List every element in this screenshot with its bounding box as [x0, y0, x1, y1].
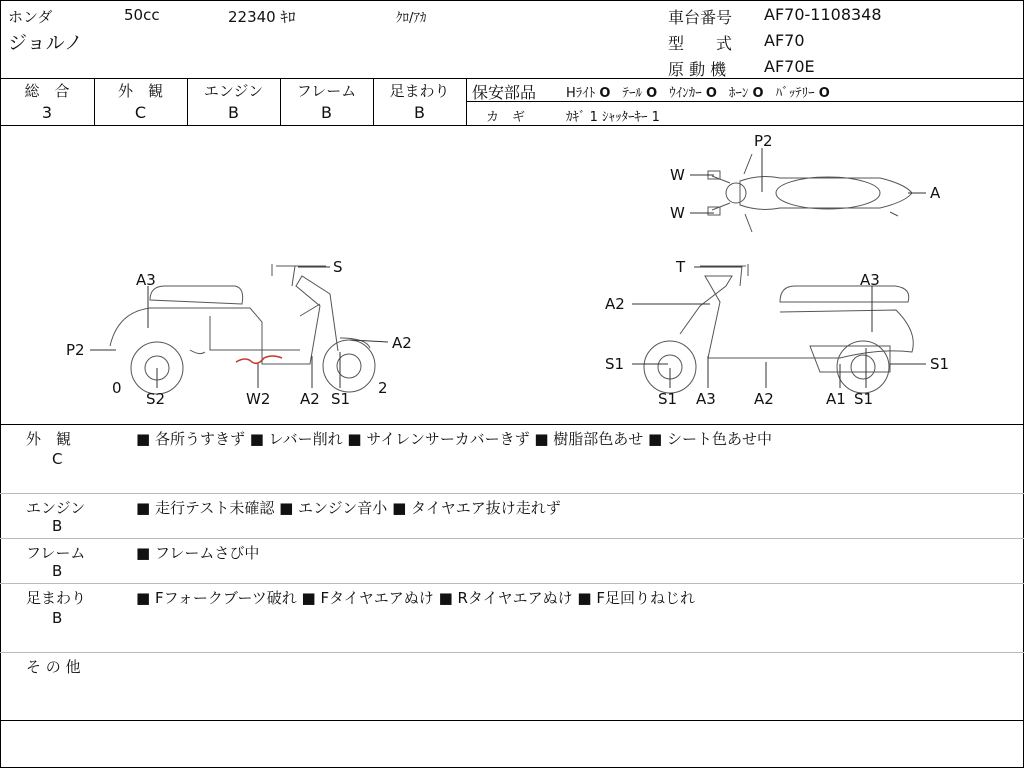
label-2: 2	[378, 379, 388, 397]
engine-grade: B	[228, 103, 239, 122]
displacement: 50cc	[124, 6, 160, 24]
remark-label: 外 観	[26, 430, 72, 448]
divider	[0, 538, 1024, 539]
remark-row-suspension	[0, 585, 1024, 651]
maker: ホンダ	[8, 8, 53, 26]
damage-diagram	[0, 126, 1022, 424]
safety-label: 保安部品	[472, 83, 537, 102]
remark-text: ■ 各所うすきず ■ レバー削れ ■ サイレンサーカバーきず ■ 樹脂部色あせ ■ シート色あせ中	[136, 430, 773, 448]
remark-grade: B	[52, 562, 63, 580]
remark-grade: C	[52, 450, 63, 468]
suspension-grade: B	[414, 103, 425, 122]
label-0: 0	[112, 379, 122, 397]
engine-label: 原 動 機	[668, 60, 727, 79]
overall-label: 総 合	[24, 82, 70, 100]
frame-number: AF70-1108348	[764, 5, 882, 24]
damage-mark	[236, 356, 282, 363]
remark-text: ■ 走行テスト未確認 ■ エンジン音小 ■ タイヤエア抜け走れず	[136, 499, 561, 517]
label-p2: P2	[754, 132, 773, 150]
label-s2: S2	[146, 390, 166, 408]
engine-code: AF70E	[764, 57, 815, 76]
safety-items	[566, 82, 830, 101]
label-a2: A2	[754, 390, 774, 408]
remark-row-other	[0, 654, 1024, 720]
label-s: S	[333, 258, 343, 276]
divider	[0, 493, 1024, 494]
remark-label: そ の 他	[26, 658, 81, 676]
remark-row-engine	[0, 495, 1024, 537]
divider	[0, 720, 1024, 721]
exterior-label: 外 観	[117, 82, 163, 100]
callout-lines	[90, 148, 926, 388]
safety-item: ﾃｰﾙ O	[622, 86, 658, 101]
mileage: 22340 ｷﾛ	[228, 8, 296, 26]
frame-grade: B	[321, 103, 332, 122]
remark-grade: B	[52, 517, 63, 535]
remark-label: エンジン	[26, 499, 86, 517]
label-a2: A2	[605, 295, 625, 313]
label-a2: A2	[300, 390, 320, 408]
overall-grade: 3	[41, 103, 53, 122]
label-a3: A3	[860, 271, 880, 289]
label-a: A	[930, 184, 941, 202]
model-name: ジョルノ	[8, 32, 83, 54]
label-w: W	[670, 166, 685, 184]
frame-grade-label: フレーム	[296, 82, 357, 100]
model-code: AF70	[764, 31, 805, 50]
suspension-grade-label: 足まわり	[389, 82, 450, 100]
safety-item: Hﾗｲﾄ O	[566, 86, 611, 101]
safety-item: ﾊﾞｯﾃﾘｰ O	[775, 86, 830, 101]
label-a2: A2	[392, 334, 412, 352]
label-w: W	[670, 204, 685, 222]
remark-label: 足まわり	[26, 589, 87, 607]
label-a1: A1	[826, 390, 846, 408]
frame-number-label: 車台番号	[668, 8, 733, 27]
exterior-grade: C	[134, 103, 147, 122]
key-label: カ ギ	[486, 110, 526, 125]
label-s1: S1	[658, 390, 678, 408]
label-s1: S1	[930, 355, 950, 373]
divider	[0, 78, 1024, 79]
label-s1: S1	[854, 390, 874, 408]
label-t: T	[676, 258, 686, 276]
divider	[466, 101, 1024, 102]
divider	[0, 583, 1024, 584]
color: ｸﾛ/ｱｶ	[396, 11, 427, 26]
key-value: ｶｷﾞ 1 ｼｬｯﾀｰｷｰ 1	[566, 110, 660, 125]
remark-row-frame	[0, 540, 1024, 582]
label-a3: A3	[136, 271, 156, 289]
remark-text: ■ Fフォークブーツ破れ ■ Fタイヤエアぬけ ■ Rタイヤエアぬけ ■ F足回りねじれ	[136, 589, 695, 607]
remark-grade: B	[52, 609, 63, 627]
remark-row-exterior	[0, 426, 1024, 492]
model-label: 型 式	[668, 34, 733, 53]
label-s1: S1	[331, 390, 351, 408]
label-a3: A3	[696, 390, 716, 408]
label-w2: W2	[246, 390, 271, 408]
divider	[0, 424, 1024, 425]
remark-text: ■ フレームさび中	[136, 544, 260, 562]
scooter-top-view	[708, 154, 912, 232]
divider	[0, 652, 1024, 653]
label-s1: S1	[605, 355, 625, 373]
engine-grade-label: エンジン	[203, 82, 264, 100]
safety-item: ｳｲﾝｶｰ O	[669, 86, 717, 101]
label-p2: P2	[66, 341, 85, 359]
remark-label: フレーム	[26, 544, 86, 562]
safety-item: ﾎｰﾝ O	[728, 86, 764, 101]
